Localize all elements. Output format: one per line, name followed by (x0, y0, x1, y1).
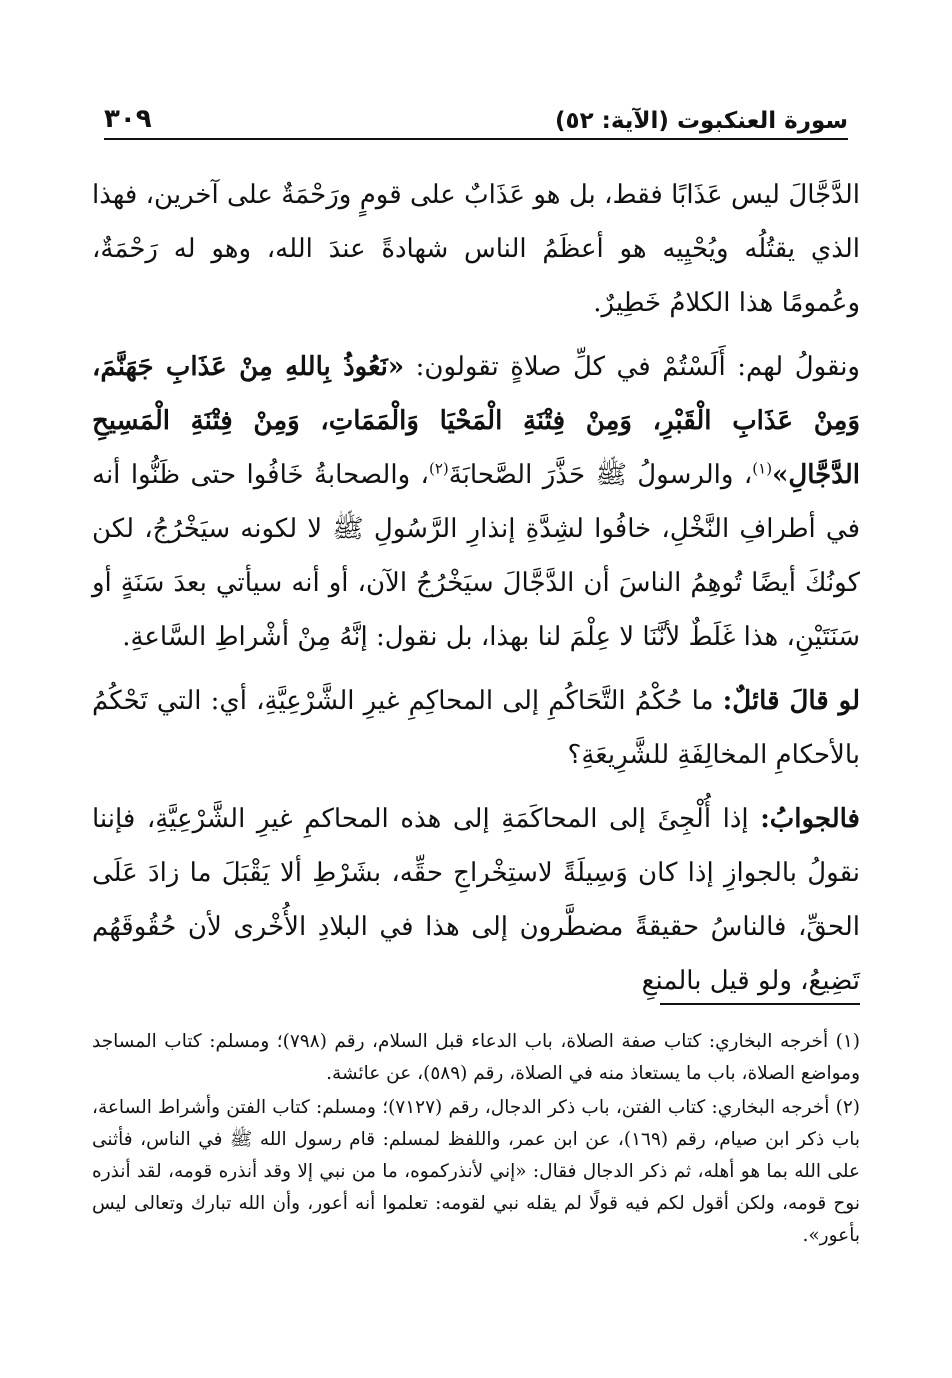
footnote-1 (92, 1026, 860, 1090)
paragraph-3-question (92, 674, 860, 782)
footnote-2-number: (٢) (835, 1097, 860, 1118)
main-text (92, 168, 860, 1018)
page-number: ٣٠٩ (104, 104, 152, 134)
footnote-1-number: (١) (835, 1031, 860, 1052)
paragraph-2-rest: ، والصحابةُ خَافُوا حتى ظَنُّوا أنه في أطرافِ النَّخْلِ، خافُوا لشِدَّةِ إنذارِ الرَّسُولِ ﷺ لا لكونه سيَخْرُجُ، لكن كونُكَ أيضًا تُوهِمُ الناسَ أن الدَّجَّالَ سيَخْرُجُ الآن، أو أنه سيأتي بعدَ سَنَةٍ أو سَنَتَيْنِ، هذا غَلَطٌ لأنَّنَا لا عِلْمَ لنا بهذا، بل نقول: إنَّهُ مِنْ أشْراطِ السَّاعةِ. (92, 460, 860, 652)
footnotes (92, 1026, 860, 1254)
question-text: ما حُكْمُ التَّحَاكُمِ إلى المحاكِمِ غيرِ الشَّرْعِيَّةِ، أي: التي تَحْكُمُ بالأحكامِ المخالِفَةِ للشَّرِيعَةِ؟ (92, 686, 860, 770)
paragraph-2-middle: ، والرسولُ ﷺ حَذَّرَ الصَّحابَةَ (448, 460, 753, 490)
paragraph-1 (92, 168, 860, 330)
surah-title: سورة العنكبوت (الآية: ٥٢) (555, 108, 848, 134)
footnote-2-text: أخرجه البخاري: كتاب الفتن، باب ذكر الدجال، رقم (٧١٢٧)؛ ومسلم: كتاب الفتن وأشراط الساعة، باب ذكر ابن صيام، رقم (١٦٩)، عن ابن عمر، واللفظ لمسلم: قام رسول الله ﷺ في الناس، فأثنى على الله بما هو أهله، ثم ذكر الدجال فقال: «إني لأنذركموه، ما من نبي إلا وقد أنذره قومه، لقد أنذره نوح قومه، ولكن أقول لكم فيه قولًا لم يقله نبي لقومه: تعلموا أنه أعور، وأن الله تبارك وتعالى ليس بأعور». (92, 1097, 860, 1246)
paragraph-1-text: الدَّجَّالَ ليس عَذَابًا فقط، بل هو عَذَابٌ على قومٍ ورَحْمَةٌ على آخرين، فهذا الذي يقتُلُه ويُحْيِيه هو أعظَمُ الناس شهادةً عندَ الله، وهو له رَحْمَةٌ، وعُمومًا هذا الكلامُ خَطِيرٌ. (92, 180, 860, 318)
header-rule (104, 138, 848, 140)
footnote-ref-1[interactable]: (١) (752, 459, 773, 478)
running-header (104, 100, 848, 134)
hadith-quote: «نَعُوذُ بِاللهِ مِنْ عَذَابِ جَهَنَّمَ، وَمِنْ عَذَابِ الْقَبْرِ، وَمِنْ فِتْنَةِ الْمَحْيَا وَالْمَمَاتِ، وَمِنْ فِتْنَةِ الْمَسِيحِ الدَّجَّالِ» (92, 352, 860, 490)
footnote-rule (660, 1003, 860, 1005)
paragraph-2 (92, 340, 860, 664)
footnote-1-text: أخرجه البخاري: كتاب صفة الصلاة، باب الدعاء قبل السلام، رقم (٧٩٨)؛ ومسلم: كتاب المساجد ومواضع الصلاة، باب ما يستعاذ منه في الصلاة، رقم (٥٨٩)، عن عائشة. (92, 1031, 860, 1084)
question-lead: لو قالَ قائلٌ: (722, 686, 860, 716)
answer-lead: فالجوابُ: (760, 804, 860, 834)
footnote-2 (92, 1092, 860, 1252)
paragraph-2-intro: ونقولُ لهم: أَلَسْتُمْ في كلِّ صلاةٍ تقولون: (404, 352, 860, 382)
footnote-ref-2[interactable]: (٢) (428, 459, 449, 478)
paragraph-4-answer (92, 792, 860, 1008)
answer-text: إذا أُلْجِئَ إلى المحاكَمَةِ إلى هذه المحاكمِ غيرِ الشَّرْعِيَّةِ، فإننا نقولُ بالجوازِ إذا كان وَسِيلَةً لاستِخْراجِ حقِّه، بشَرْطِ ألا يَقْبَلَ ما زادَ عَلَى الحقِّ، فالناسُ حقيقةً مضطَّرون إلى هذا في البلادِ الأُخْرى لأن حُقُوقَهُم تَضِيعُ، ولو قيل بالمنعِ (92, 804, 860, 996)
